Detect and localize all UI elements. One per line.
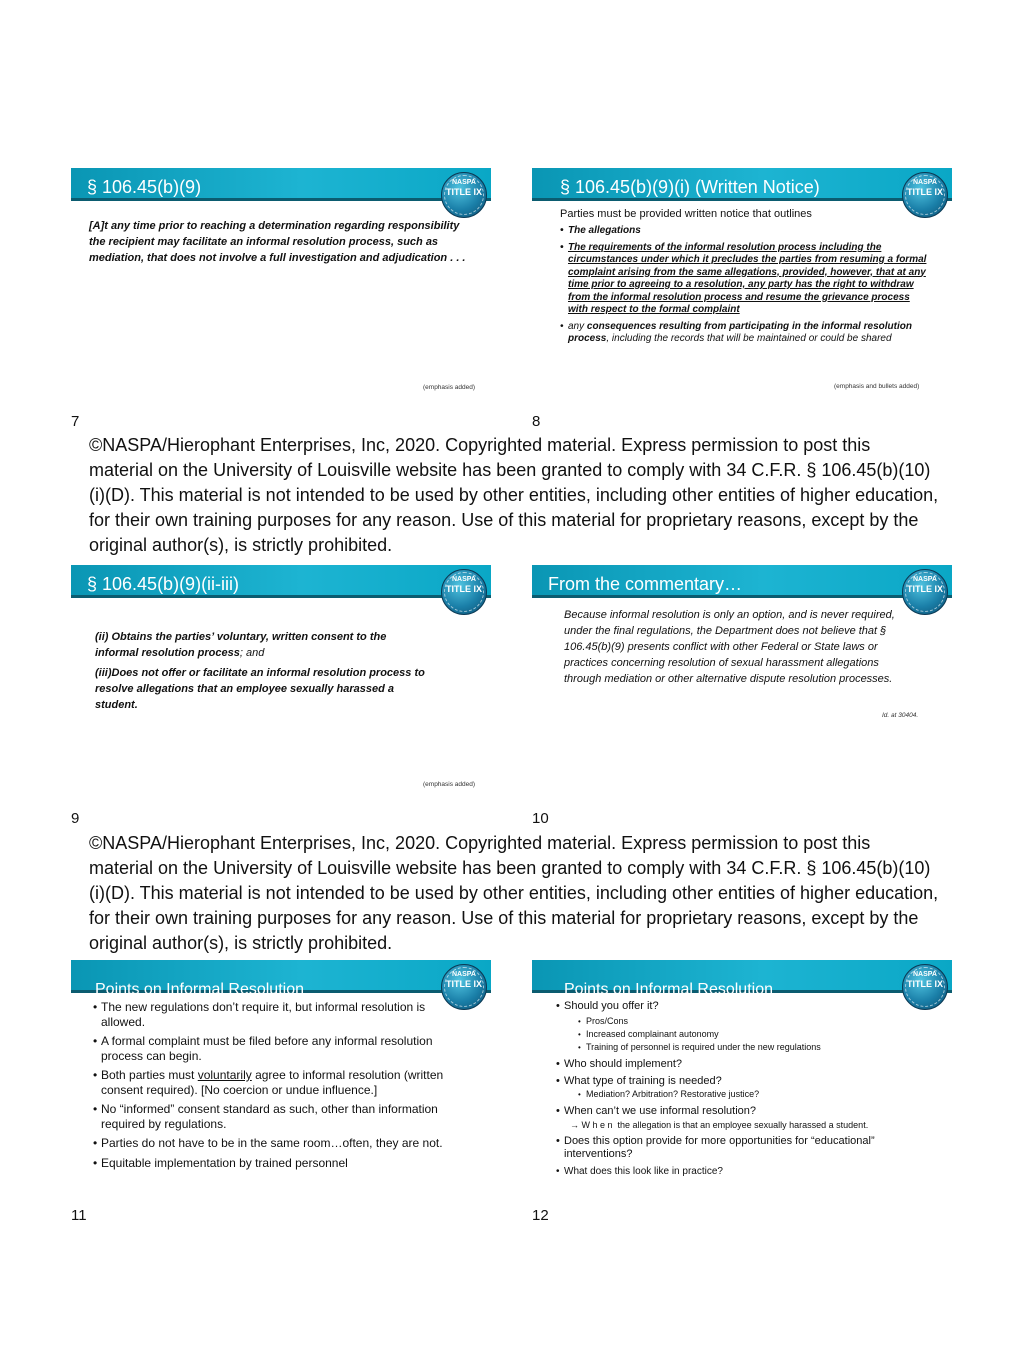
emphasis-note: (emphasis added) xyxy=(423,781,476,788)
item-ii: (ii) Obtains the parties’ voluntary, written consent to the informal resolution process; and xyxy=(95,631,387,659)
title-ix-logo-icon: NASPA TITLE IX xyxy=(902,964,948,1010)
slide-title: § 106.45(b)(9)(i) (Written Notice) xyxy=(560,177,820,197)
page-number-10: 10 xyxy=(532,810,549,827)
list-item: • The new regulations don’t require it, but informal resolution is allowed. xyxy=(93,1000,458,1029)
slide-body xyxy=(560,208,930,346)
emphasis-note: (emphasis and bullets added) xyxy=(834,383,920,390)
slide-8 xyxy=(532,168,952,408)
slide-title: Points on Informal Resolution xyxy=(564,981,773,998)
slide-body xyxy=(93,1000,458,1170)
title-ix-logo-icon: NASPA TITLE IX xyxy=(441,964,487,1010)
slide-12 xyxy=(532,960,952,1205)
slide-10 xyxy=(532,565,952,805)
title-ix-logo-icon: NASPA TITLE IX xyxy=(902,172,948,218)
arrow-note: → W h e n the allegation is that an employee sexually harassed a student. xyxy=(570,1120,869,1130)
slide-title: Points on Informal Resolution xyxy=(95,981,304,998)
slide-body xyxy=(95,629,425,713)
page-number-9: 9 xyxy=(71,810,80,827)
bullet-consequences: • any consequences resulting from participating in the informal resolution process, including the records that will be maintained or could be shared xyxy=(560,321,930,346)
sub-item: • Training of personnel is required under the new regulations xyxy=(578,1041,896,1054)
sub-item: • Mediation? Arbitration? Restorative justice? xyxy=(578,1088,896,1101)
slide-body: Because informal resolution is only an option, and is never required, under the final regulations, the Department does not believe that § 106.45(b)(9) presents conflict with other Federal or State laws or practices concerning resolution of sexual harassment allegations through mediation or other alternative dispute resolution processes. xyxy=(564,609,895,685)
emphasis-note: (emphasis added) xyxy=(423,384,476,391)
page-number-8: 8 xyxy=(532,413,541,430)
sub-item: • Pros/Cons xyxy=(578,1015,896,1028)
bullet-allegations: • The allegations xyxy=(560,225,930,238)
bullet-requirements: • The requirements of the informal resolution process including the circumstances under which it precludes the parties from resuming a formal complaint arising from the same allegations, provided, however, that at any time prior to agreeing to a resolution, any party has the right to withdraw from the informal resolution process and resume the grievance process with respect to the formal complaint xyxy=(560,242,930,317)
list-item: • A formal complaint must be filed before any informal resolution process can begin. xyxy=(93,1034,458,1063)
page-number-12: 12 xyxy=(532,1207,549,1224)
list-item: • Both parties must voluntarily agree to informal resolution (written consent required). [No coercion or undue influence.] xyxy=(93,1068,458,1097)
list-item: • What type of training is needed? • Mediation? Arbitration? Restorative justice? xyxy=(556,1075,896,1101)
title-ix-logo-icon: NASPA TITLE IX xyxy=(441,569,487,615)
list-item: • What does this look like in practice? xyxy=(556,1165,896,1178)
slide-11 xyxy=(71,960,491,1205)
citation-note: Id. at 30404. xyxy=(882,712,919,719)
slide-title: § 106.45(b)(9) xyxy=(87,177,202,197)
slide-title: § 106.45(b)(9)(ii-iii) xyxy=(87,574,240,594)
list-item: • Who should implement? xyxy=(556,1058,896,1071)
title-ix-logo-icon: NASPA TITLE IX xyxy=(441,172,487,218)
page-number-7: 7 xyxy=(71,413,80,430)
list-item: • Equitable implementation by trained personnel xyxy=(93,1156,458,1171)
copyright-notice-2: ©NASPA/Hierophant Enterprises, Inc, 2020. Copyrighted material. Express permission to post this material on the University of Louisville website has been granted to comply with 34 C.F.R. § 106.45(b)(10)(i)(D). This material is not intended to be used by other entities, including other entities of higher education, for their own training purposes for any reason. Use of this material for proprietary reasons, except by the original author(s), is strictly prohibited. xyxy=(89,833,939,953)
sub-item: • Increased complainant autonomy xyxy=(578,1028,896,1041)
slide-body: [A]t any time prior to reaching a determination regarding responsibility the recipient may facilitate an informal resolution process, such as mediation, that does not involve a full investigation and adjudication . . . xyxy=(89,220,466,264)
slide-7 xyxy=(71,168,491,408)
page-number-11: 11 xyxy=(71,1207,87,1224)
intro-text: Parties must be provided written notice that outlines xyxy=(560,208,812,220)
slide-9 xyxy=(71,565,491,805)
list-item: • No “informed” consent standard as such, other than information required by regulations. xyxy=(93,1102,458,1131)
slide-body xyxy=(556,1000,896,1178)
slide-title: From the commentary… xyxy=(548,574,743,594)
list-item: • Parties do not have to be in the same room…often, they are not. xyxy=(93,1136,458,1151)
list-item: • Does this option provide for more opportunities for “educational” interventions? xyxy=(556,1135,896,1161)
copyright-notice: ©NASPA/Hierophant Enterprises, Inc, 2020. Copyrighted material. Express permission to post this material on the University of Louisville website has been granted to comply with 34 C.F.R. § 106.45(b)(10)(i)(D). This material is not intended to be used by other entities, including other entities of higher education, for their own training purposes for any reason. Use of this material for proprietary reasons, except by the original author(s), is strictly prohibited. xyxy=(89,435,939,555)
list-item: • Should you offer it? • Pros/Cons • Increased complainant autonomy • Training of personnel is required under the new regulations xyxy=(556,1000,896,1054)
item-iii: (iii)Does not offer or facilitate an informal resolution process to resolve allegations that an employee sexually harassed a student. xyxy=(95,667,425,711)
list-item: • When can’t we use informal resolution? → W h e n the allegation is that an employee sexually harassed a student. xyxy=(556,1105,896,1131)
title-ix-logo-icon: NASPA TITLE IX xyxy=(902,569,948,615)
